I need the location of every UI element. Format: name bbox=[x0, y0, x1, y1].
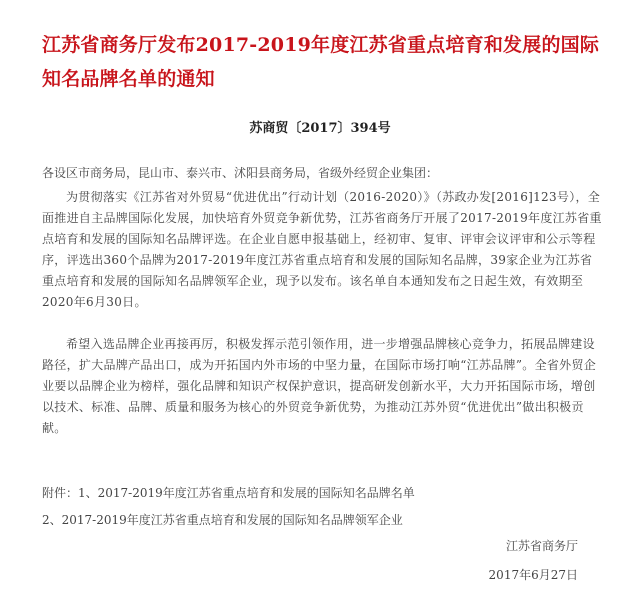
attachment-item-2: 2、2017-2019年度江苏省重点培育和发展的国际知名品牌领军企业 bbox=[42, 513, 403, 527]
body-paragraph-1: 为贯彻落实《江苏省对外贸易“优进优出”行动计划（2016-2020）》（苏政办发[2016]123号），全面推进自主品牌国际化发展，加快培育外贸竞争新优势，江苏省商务厅开展了2017-2019年度江苏省重点培育和发展的国际知名品牌评选。在企业自愿申报基础上，经初审、复审、评审会议评审和公示等程序，评选出360个品牌为2017-2019年度江苏省重点培育和发展的国际知名品牌，39家企业为江苏省重点培育和发展的国际知名品牌领军企业，现予以发布。该名单自本通知发布之日起生效，有效期至2020年6月30日。 bbox=[42, 190, 602, 309]
document-title: 江苏省商务厅发布2017-2019年度江苏省重点培育和发展的国际知名品牌名单的通知 bbox=[42, 34, 600, 90]
body-paragraph-2: 希望入选品牌企业再接再厉，积极发挥示范引领作用，进一步增强品牌核心竞争力，拓展品牌建设路径，扩大品牌产品出口，成为开拓国内外市场的中坚力量，在国际市场打响“江苏品牌”。全省外贸企业要以品牌企业为榜样，强化品牌和知识产权保护意识，提高研发创新水平，大力开拓国际市场，增创以技术、标准、品牌、质量和服务为核心的外贸竞争新优势，为推动江苏外贸“优进优出”做出积极贡献。 bbox=[42, 337, 597, 435]
addressee-line: 各设区市商务局，昆山市、泰兴市、沭阳县商务局，省级外经贸企业集团： bbox=[42, 166, 439, 180]
attachment-item-1: 附件：1、2017-2019年度江苏省重点培育和发展的国际知名品牌名单 bbox=[42, 486, 415, 500]
signature-issuer: 江苏省商务厅 bbox=[505, 539, 578, 553]
signature-date: 2017年6月27日 bbox=[488, 568, 578, 582]
document-number: 苏商贸〔2017〕394号 bbox=[249, 121, 391, 136]
